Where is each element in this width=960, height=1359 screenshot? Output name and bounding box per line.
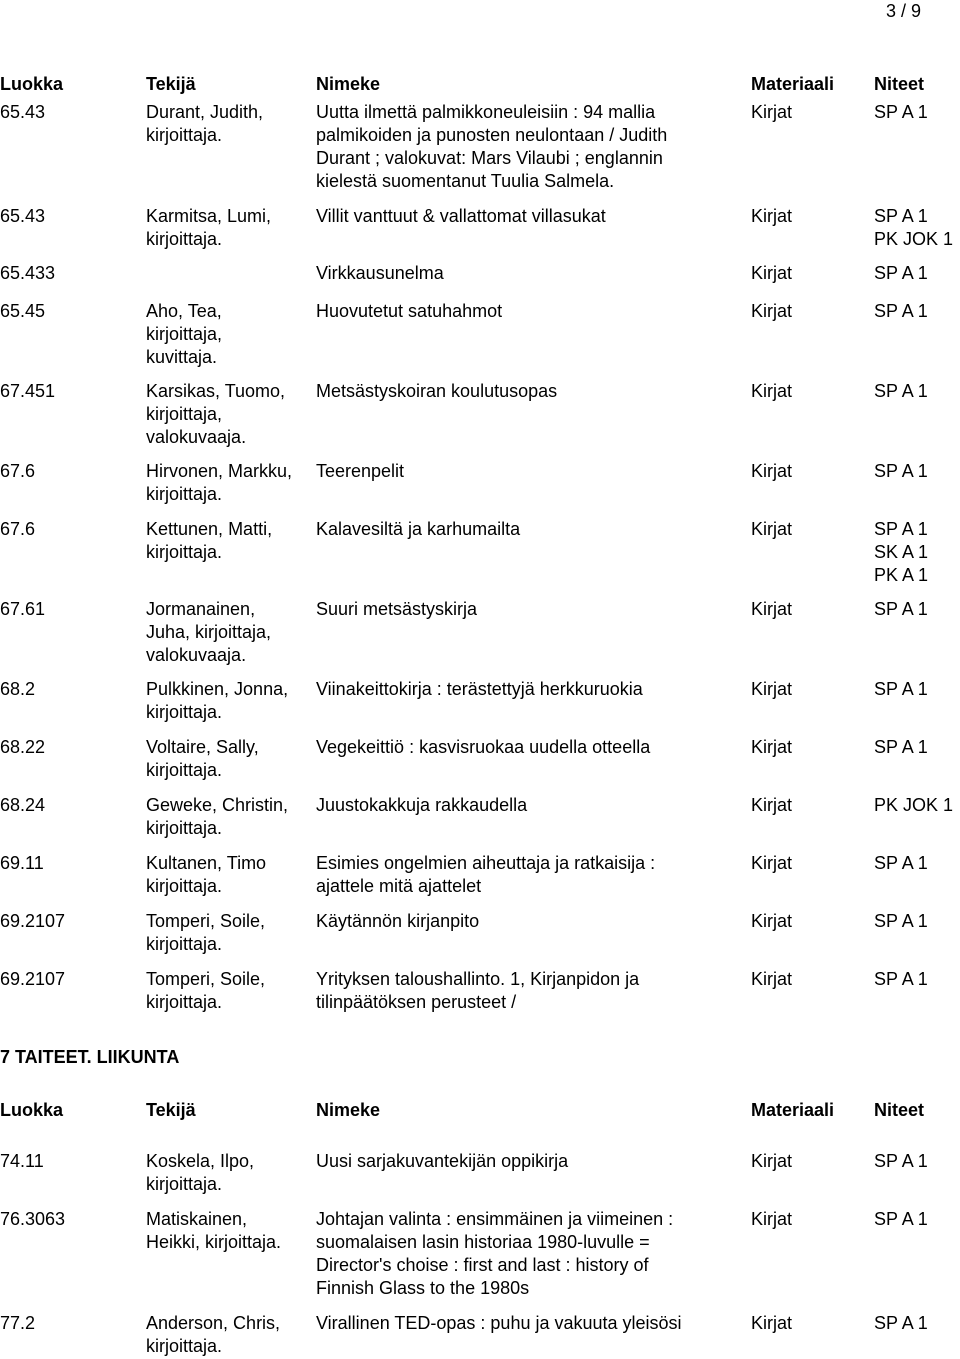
text-line: Director's choise : first and last : history of [316,1255,649,1275]
text-line: kuvittaja. [146,347,218,367]
text-line: Hirvonen, Markku, [146,461,293,481]
cell-materiaali [751,968,871,991]
cell-materiaali [751,910,871,933]
cell-luokka [0,262,145,285]
text-line: kirjoittaja, [146,324,223,344]
cell-tekija [146,736,314,782]
cell-luokka [0,205,145,228]
cell-materiaali [751,678,871,701]
cell-niteet [874,968,960,991]
text-line: Kirjat [751,102,793,122]
text-line: 67.6 [0,461,36,481]
text-line: SP A 1 [874,737,928,757]
text-line: Durant, Judith, [146,102,264,122]
text-line: kirjoittaja. [146,1174,223,1194]
text-line: Voltaire, Sally, [146,737,259,757]
text-line: tilinpäätöksen perusteet / [316,992,517,1012]
cell-materiaali [751,794,871,817]
cell-tekija [146,380,314,449]
cell-luokka [0,1208,145,1231]
text-line: kirjoittaja. [146,484,223,504]
cell-tekija [146,101,314,147]
text-line: Finnish Glass to the 1980s [316,1278,530,1298]
text-line: Kirjat [751,737,793,757]
text-line: kielestä suomentanut Tuulia Salmela. [316,171,615,191]
cell-tekija [146,1312,314,1358]
cell-tekija [146,205,314,251]
text-line: SP A 1 [874,911,928,931]
table-header [0,73,960,96]
text-line: kirjoittaja. [146,992,223,1012]
text-line: valokuvaaja. [146,645,247,665]
text-line: kirjoittaja. [146,760,223,780]
cell-materiaali [751,736,871,759]
cell-niteet [874,1150,960,1173]
cell-niteet [874,736,960,759]
text-line: valokuvaaja. [146,427,247,447]
text-line: kirjoittaja. [146,876,223,896]
text-line: 67.6 [0,519,36,539]
text-line: Karmitsa, Lumi, [146,206,272,226]
text-line: Anderson, Chris, [146,1313,281,1333]
cell-tekija [146,1150,314,1196]
cell-tekija [146,598,314,667]
cell-materiaali [751,1208,871,1231]
cell-niteet [874,852,960,875]
cell-materiaali [751,1312,871,1335]
cell-luokka [0,460,145,483]
text-line: Kultanen, Timo [146,853,267,873]
text-line: Kirjat [751,1313,793,1333]
cell-nimeke [316,101,748,193]
text-line: kirjoittaja, [146,404,223,424]
header-tekija: Tekijä [146,1100,196,1120]
cell-materiaali [751,101,871,124]
text-line: Kirjat [751,853,793,873]
text-line: 69.2107 [0,911,66,931]
text-line: Kirjat [751,263,793,283]
text-line: 67.451 [0,381,56,401]
cell-niteet [874,518,960,587]
cell-nimeke [316,598,748,621]
cell-luokka [0,736,145,759]
text-line: PK JOK 1 [874,795,954,815]
text-line: kirjoittaja. [146,934,223,954]
catalog-section-1 [0,73,960,1012]
text-line: SP A 1 [874,381,928,401]
cell-nimeke [316,262,748,285]
cell-luokka [0,910,145,933]
text-line: 65.43 [0,206,46,226]
text-line: kirjoittaja. [146,818,223,838]
text-line: Matiskainen, [146,1209,248,1229]
table-header [0,1099,960,1122]
header-materiaali: Materiaali [751,74,835,94]
text-line: Yrityksen taloushallinto. 1, Kirjanpidon ja [316,969,640,989]
cell-nimeke [316,300,748,323]
text-line: kirjoittaja. [146,702,223,722]
text-line: SP A 1 [874,102,928,122]
text-line: Kirjat [751,599,793,619]
cell-luokka [0,968,145,991]
cell-materiaali [751,1150,871,1173]
cell-niteet [874,1208,960,1231]
text-line: Tomperi, Soile, [146,911,266,931]
cell-nimeke [316,1208,748,1300]
text-line: Metsästyskoiran koulutusopas [316,381,558,401]
header-niteet: Niteet [874,1100,925,1120]
text-line: 65.43 [0,102,46,122]
text-line: Kirjat [751,206,793,226]
cell-nimeke [316,1150,748,1173]
cell-luokka [0,598,145,621]
text-line: PK JOK 1 [874,229,954,249]
text-line: Virallinen TED-opas : puhu ja vakuuta yleisösi [316,1313,682,1333]
text-line: palmikoiden ja punosten neulontaan / Judith [316,125,668,145]
cell-nimeke [316,1312,748,1335]
cell-nimeke [316,518,748,541]
section-title: 7 TAITEET. LIIKUNTA [0,1047,180,1067]
page-number: 3 / 9 [886,1,922,21]
catalog-section-2 [0,1099,960,1356]
text-line: Kirjat [751,461,793,481]
text-line: 68.2 [0,679,36,699]
text-line: Heikki, kirjoittaja. [146,1232,282,1252]
text-line: 68.24 [0,795,46,815]
cell-nimeke [316,852,748,898]
text-line: 74.11 [0,1151,44,1171]
header-materiaali: Materiaali [751,1100,835,1120]
header-niteet: Niteet [874,74,925,94]
text-line: SP A 1 [874,969,928,989]
cell-tekija [146,460,314,506]
text-line: Uutta ilmettä palmikkoneuleisiin : 94 mallia [316,102,656,122]
header-nimeke: Nimeke [316,1100,381,1120]
cell-nimeke [316,380,748,403]
cell-niteet [874,262,960,285]
text-line: SP A 1 [874,853,928,873]
text-line: kirjoittaja. [146,125,223,145]
cell-nimeke [316,205,748,228]
cell-luokka [0,300,145,323]
cell-nimeke [316,678,748,701]
cell-materiaali [751,598,871,621]
text-line: Karsikas, Tuomo, [146,381,286,401]
cell-luokka [0,1150,145,1173]
cell-niteet [874,1312,960,1335]
text-line: Kirjat [751,1151,793,1171]
cell-nimeke [316,910,748,933]
cell-luokka [0,1312,145,1335]
text-line: Durant ; valokuvat: Mars Vilaubi ; englannin [316,148,663,168]
text-line: Kirjat [751,1209,793,1229]
text-line: Kettunen, Matti, [146,519,273,539]
text-line: SP A 1 [874,206,928,226]
cell-nimeke [316,736,748,759]
cell-tekija [146,678,314,724]
text-line: SP A 1 [874,519,928,539]
text-line: Tomperi, Soile, [146,969,266,989]
text-line: Vegekeittiö : kasvisruokaa uudella otteella [316,737,651,757]
text-line: Kirjat [751,969,793,989]
text-line: Koskela, Ilpo, [146,1151,255,1171]
text-line: SK A 1 [874,542,929,562]
text-line: Uusi sarjakuvantekijän oppikirja [316,1151,569,1171]
cell-nimeke [316,460,748,483]
cell-materiaali [751,205,871,228]
text-line: Kirjat [751,679,793,699]
text-line: Huovutetut satuhahmot [316,301,503,321]
text-line: kirjoittaja. [146,229,223,249]
text-line: Kalavesiltä ja karhumailta [316,519,521,539]
cell-materiaali [751,518,871,541]
cell-luokka [0,678,145,701]
cell-niteet [874,910,960,933]
cell-tekija [146,910,314,956]
cell-niteet [874,460,960,483]
text-line: kirjoittaja. [146,1336,223,1356]
cell-luokka [0,518,145,541]
cell-tekija [146,794,314,840]
header-luokka: Luokka [0,74,64,94]
cell-materiaali [751,300,871,323]
text-line: suomalaisen lasin historiaa 1980-luvulle = [316,1232,650,1252]
text-line: SP A 1 [874,263,928,283]
text-line: Käytännön kirjanpito [316,911,480,931]
cell-nimeke [316,968,748,1014]
text-line: 76.3063 [0,1209,66,1229]
cell-luokka [0,101,145,124]
cell-luokka [0,794,145,817]
text-line: 69.2107 [0,969,66,989]
text-line: SP A 1 [874,679,928,699]
cell-tekija [146,1208,314,1254]
text-line: SP A 1 [874,1313,928,1333]
text-line: Viinakeittokirja : terästettyjä herkkuruokia [316,679,643,699]
cell-niteet [874,598,960,621]
text-line: 65.45 [0,301,46,321]
cell-tekija [146,300,314,369]
text-line: Juha, kirjoittaja, [146,622,272,642]
text-line: 69.11 [0,853,44,873]
cell-niteet [874,101,960,124]
text-line: Johtajan valinta : ensimmäinen ja viimeinen : [316,1209,674,1229]
text-line: SP A 1 [874,599,928,619]
text-line: Esimies ongelmien aiheuttaja ja ratkaisija : [316,853,656,873]
cell-luokka [0,380,145,403]
text-line: Juustokakkuja rakkaudella [316,795,528,815]
text-line: 77.2 [0,1313,36,1333]
cell-niteet [874,300,960,323]
cell-niteet [874,380,960,403]
cell-materiaali [751,852,871,875]
cell-nimeke [316,794,748,817]
text-line: ajattele mitä ajattelet [316,876,482,896]
cell-niteet [874,794,960,817]
cell-materiaali [751,262,871,285]
cell-materiaali [751,460,871,483]
text-line: Teerenpelit [316,461,405,481]
text-line: Kirjat [751,795,793,815]
text-line: Aho, Tea, [146,301,222,321]
text-line: SP A 1 [874,1209,928,1229]
text-line: 65.433 [0,263,56,283]
text-line: Kirjat [751,381,793,401]
text-line: SP A 1 [874,1151,928,1171]
header-tekija: Tekijä [146,74,196,94]
text-line: SP A 1 [874,301,928,321]
header-luokka: Luokka [0,1100,64,1120]
text-line: Jormanainen, [146,599,256,619]
cell-luokka [0,852,145,875]
text-line: PK A 1 [874,565,929,585]
cell-tekija [146,852,314,898]
text-line: Kirjat [751,519,793,539]
text-line: Geweke, Christin, [146,795,289,815]
text-line: 68.22 [0,737,46,757]
text-line: Villit vanttuut & vallattomat villasukat [316,206,606,226]
cell-materiaali [751,380,871,403]
text-line: Virkkausunelma [316,263,444,283]
text-line: Suuri metsästyskirja [316,599,478,619]
text-line: Pulkkinen, Jonna, [146,679,289,699]
header-nimeke: Nimeke [316,74,381,94]
cell-niteet [874,678,960,701]
text-line: Kirjat [751,301,793,321]
text-line: kirjoittaja. [146,542,223,562]
cell-niteet [874,205,960,251]
text-line: SP A 1 [874,461,928,481]
cell-tekija [146,518,314,564]
text-line: 67.61 [0,599,46,619]
text-line: Kirjat [751,911,793,931]
cell-tekija [146,968,314,1014]
